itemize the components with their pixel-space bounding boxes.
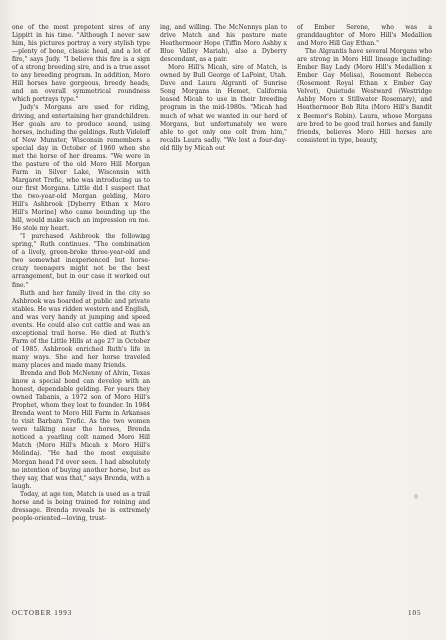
paragraph: Judy's Morgans are used for riding, driving, and entertaining her grandchildren. Her goals are to produce sound, using horses, including the geldings. Ruth Videloff of New Munster, Wisconsin remembers a special day in October of 1960 when she met the horse of her dreams. "We were in the pasture of the old Moro Hill Morgan Farm in Silver Lake, Wisconsin with Margaret Trefic, who was introducing us to our first Morgans. Little did I suspect that the two-year-old Morgan gelding, Moro Hill's Ashbrook [Dyberry Ethan x Moro Hill's Morine] who came bounding up the hill, would make such an impression on me. He stole my heart. <box>12 104 150 233</box>
text-column-1 <box>12 24 150 523</box>
paragraph: of Ember Serene, who was a granddaughter of Moro Hill's Medallion and Moro Hill Gay Ethan." <box>297 24 432 48</box>
ink-smudge <box>142 236 145 239</box>
paragraph: "I purchased Ashbrook the following spring," Ruth continues. "The combination of a lively, green-broke three-year-old and two somewhat inexperienced but horse-crazy teenagers might not be the best arrangement, but in our case it worked out fine." <box>12 233 150 289</box>
paragraph: Today, at age ten, Match is used as a trail horse and is being trained for reining and dressage. Brenda reveals he is extremely people-oriented—loving, trust- <box>12 490 150 522</box>
paragraph: Moro Hill's Micah, sire of Match, is owned by Bull George of LaPoint, Utah. Dave and Laura Algranti of Sunrise Song Morgans in Hemet, California leased Micah to use in their breeding program in the mid-1980s. "Micah had much of what we wanted in our herd of Morgans, but unfortunately we were able to get only one colt from him," recalls Laura sadly. "We lost a four-day-old filly by Micah out <box>160 64 287 152</box>
paragraph: ing, and willing. The McNennys plan to drive Match and his pasture mate Heathermoor Hope (Tiffin Moro Ashby x Blue Valley Mariah), also a Dyberry descendant, as a pair. <box>160 24 287 64</box>
footer-issue-date: OCTOBER 1993 <box>12 609 73 617</box>
paragraph: Ruth and her family lived in the city so Ashbrook was boarded at public and private stables. He was ridden western and English, and was very handy at jumping and speed events. He could also cut cattle and was an exceptional trail horse. He died at Ruth's Farm of the Little Hills at age 27 in October of 1985. Ashbrook enriched Ruth's life in many ways. She and her horse traveled many places and made many friends. <box>12 289 150 369</box>
text-column-2 <box>160 24 287 153</box>
paragraph: one of the most prepotent sires of any Lippitt in his time. "Although I never saw him, his pictures portray a very stylish type—plenty of bone, classic head, and a lot of fire," says Judy. "I believe this fire is a sign of a strong breeding sire, and is a true asset to any breeding program. In addition, Moro Hill horses have gorgeous, breedy heads, and an overall symmetrical roundness which portrays type." <box>12 24 150 104</box>
page-number: 105 <box>408 609 422 617</box>
paragraph: The Algrantis have several Morgans who are strong in Moro Hill lineage including: Ember Bay Lady (Moro Hill's Medallion x Ember Gay Melisa), Rosemont Rebecca (Rosemont Royal Ethan x Ember Gay Velvet), Quietude Westward (Westridge Ashby Moro x Stillwater Rosemary), and Heathermoor Bob Rita (Moro Hill's Bandit x Beemor's Robin). Laura, whose Morgans are bred to be good trail horses and family friends, believes Moro Hill horses are consistent in type, beauty, <box>297 48 432 144</box>
ink-smudge <box>414 494 418 499</box>
text-column-3 <box>297 24 432 145</box>
paragraph: Brenda and Bob McNenny of Alvin, Texas know a special bond can develop with an honest, dependable gelding. For years they owned Tabanis, a 1972 son of Moro Hill's Prophet, whom they lost to founder. In 1984 Brenda went to Moro Hill Farm in Arkansas to visit Barbara Trefic. As the two women were talking near the horses, Brenda noticed a yearling colt named Moro Hill Match (Moro Hill's Micah x Moro Hill's Melinda). "He had the most exquisite Morgan head I'd ever seen. I had absolutely no intention of buying another horse, but as they say, that was that," says Brenda, with a laugh. <box>12 370 150 490</box>
